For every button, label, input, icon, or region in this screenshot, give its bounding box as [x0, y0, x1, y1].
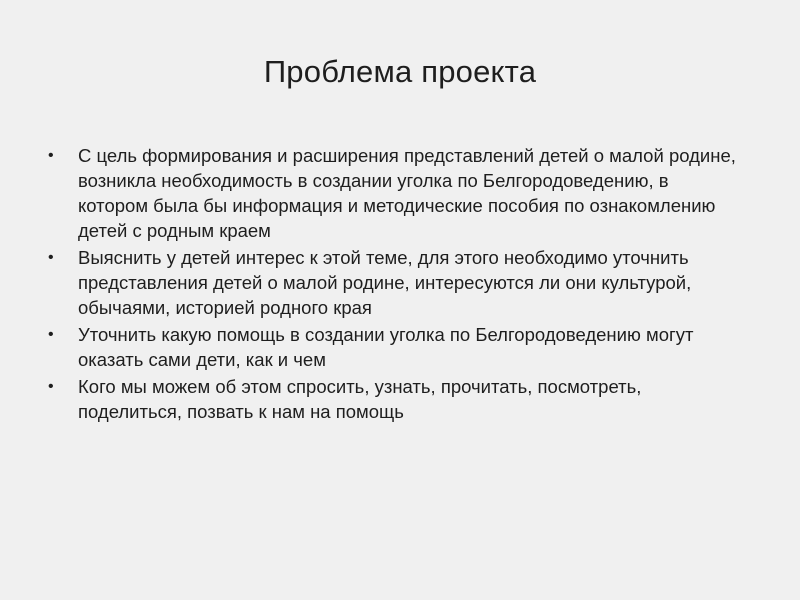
- bullet-text: С цель формирования и расширения представлений детей о малой родине, возникла необходимость в создании уголка по Белгородоведению, в котором была бы информация и методические пособия по ознакомлению детей с родным краем: [78, 145, 736, 241]
- bullet-text: Выяснить у детей интерес к этой теме, для этого необходимо уточнить представления детей о малой родине, интересуются ли они культурой, обычаями, историей родного края: [78, 247, 692, 318]
- bullet-icon: •: [48, 249, 54, 266]
- bullet-text: Уточнить какую помощь в создании уголка по Белгородоведению могут оказать сами дети, как и чем: [78, 324, 694, 370]
- list-item: [48, 143, 738, 243]
- list-item: [48, 245, 738, 320]
- list-item: [48, 322, 738, 372]
- slide-title: Проблема проекта: [263, 54, 537, 89]
- bullet-text: Кого мы можем об этом спросить, узнать, прочитать, посмотреть, поделиться, позвать к нам на помощь: [78, 376, 642, 422]
- bullet-icon: •: [48, 326, 54, 343]
- bullet-list: [48, 143, 738, 426]
- bullet-icon: •: [48, 378, 54, 395]
- bullet-icon: •: [48, 147, 54, 164]
- list-item: [48, 374, 738, 424]
